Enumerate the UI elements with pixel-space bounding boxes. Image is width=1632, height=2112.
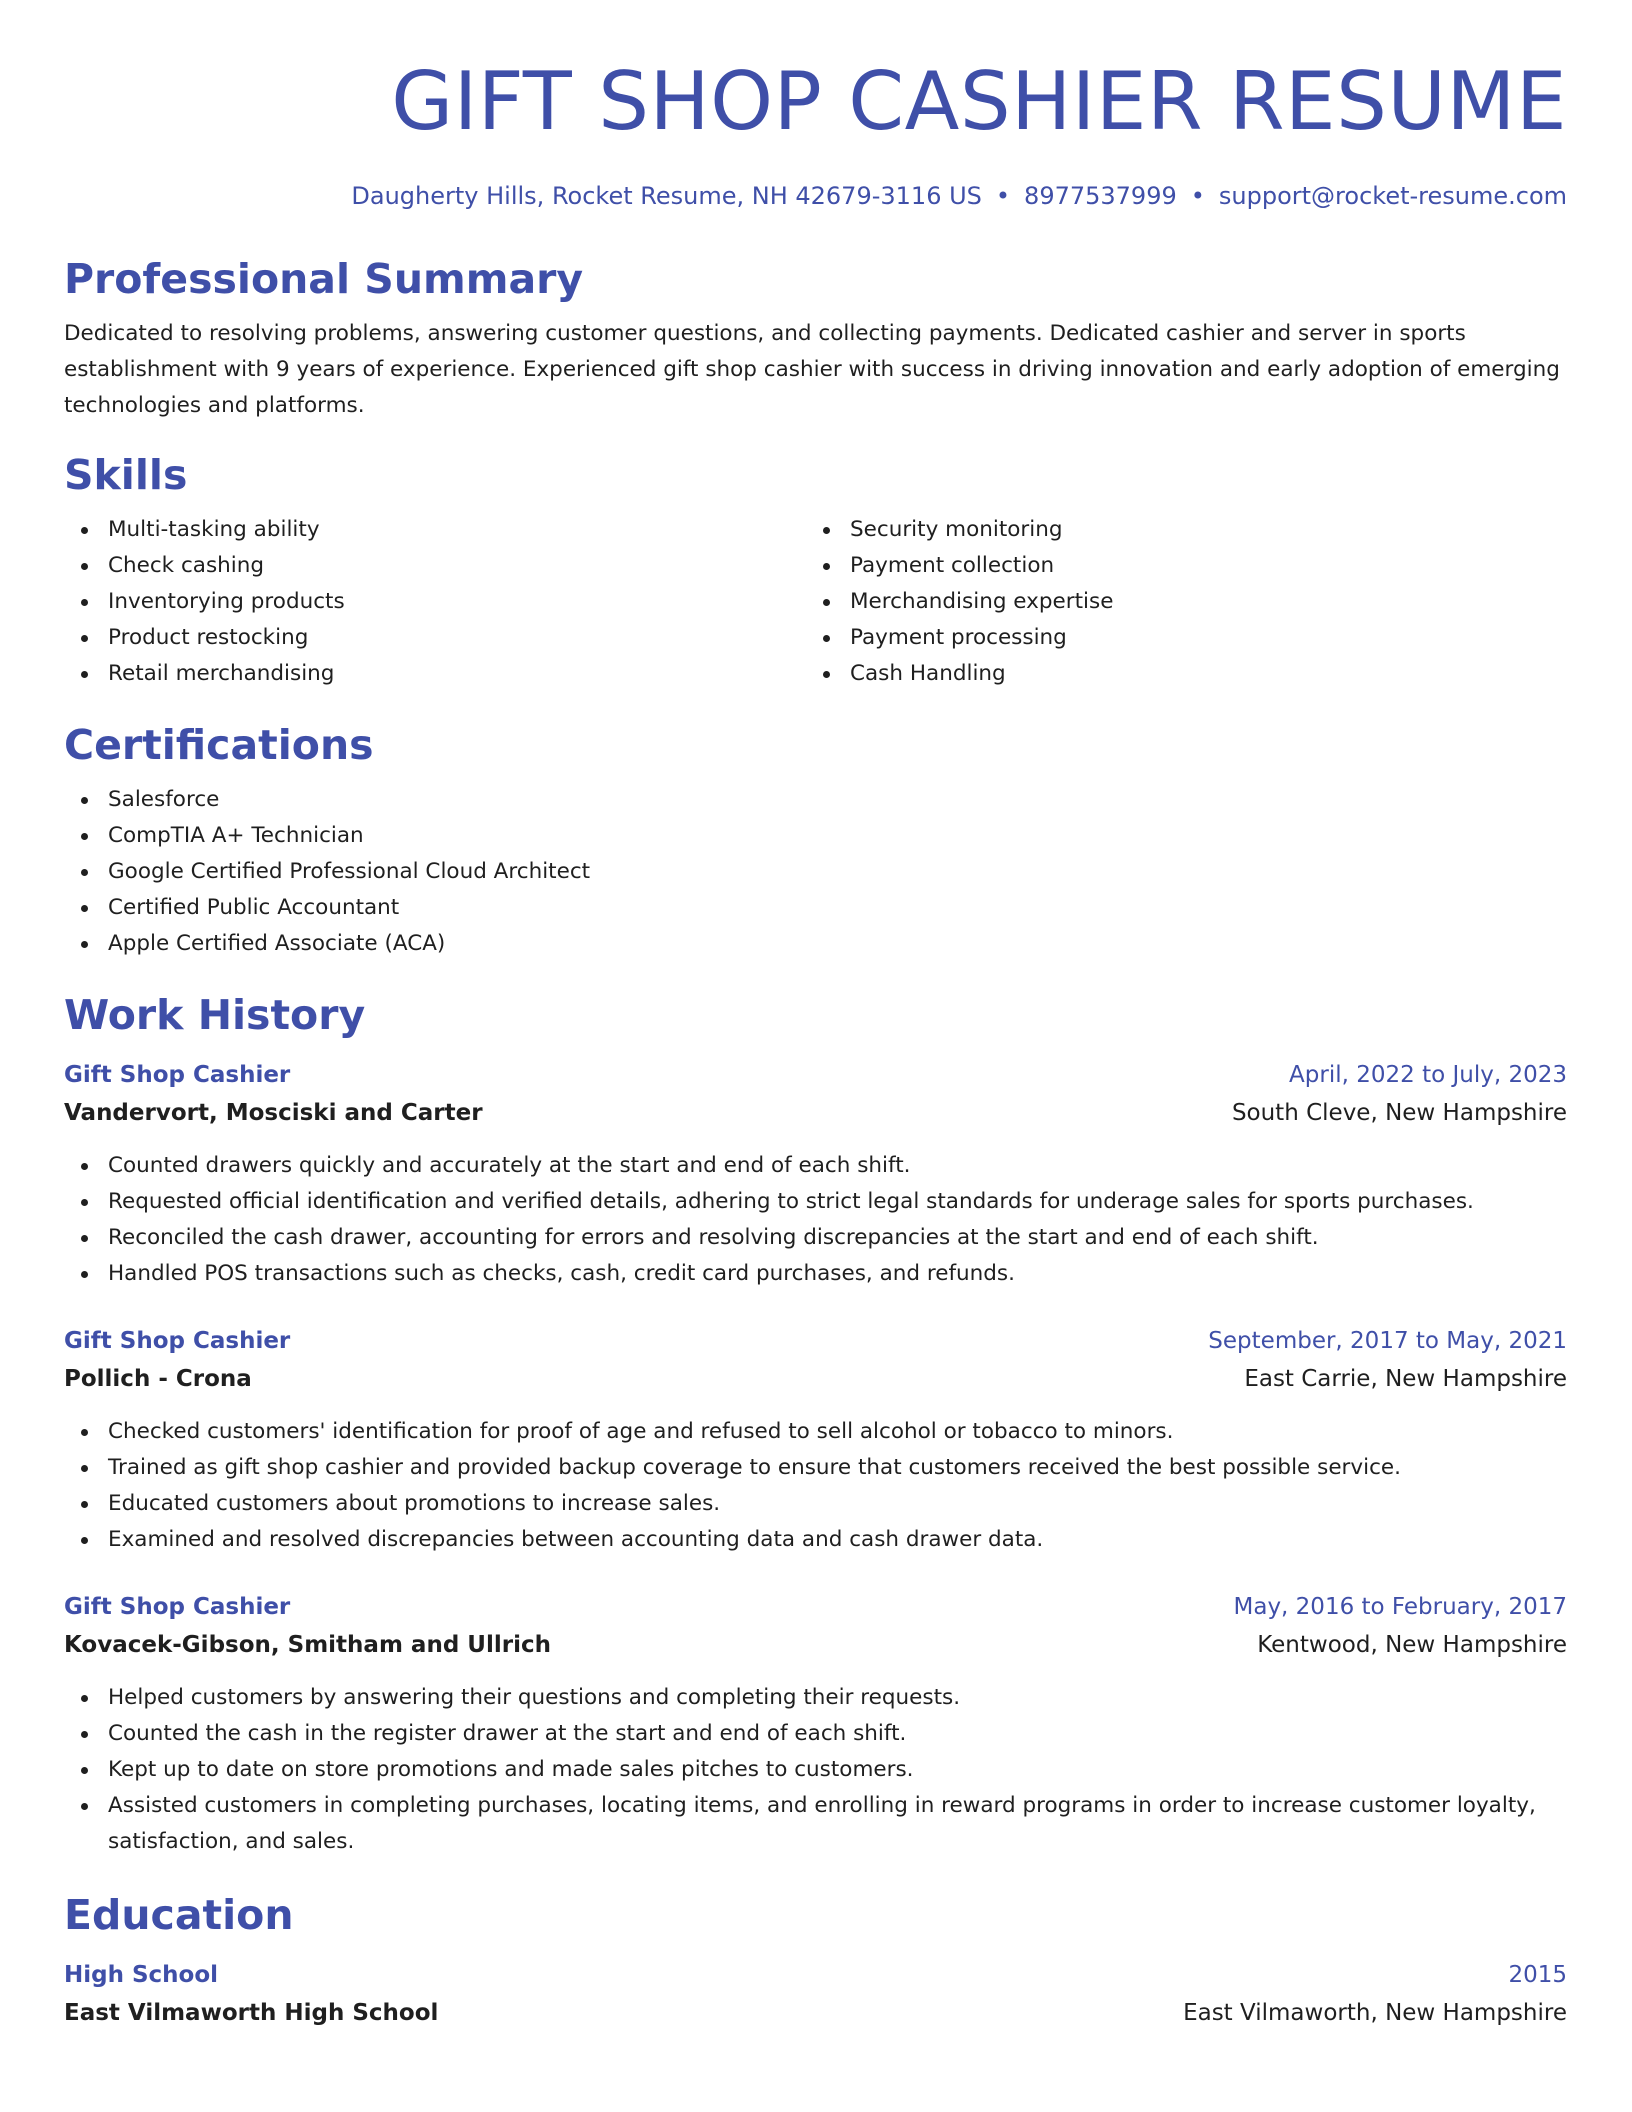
job-role: Gift Shop Cashier xyxy=(64,1594,291,1620)
contact-separator: • xyxy=(1190,182,1205,210)
job-bullet: Examined and resolved discrepancies between accounting data and cash drawer data. xyxy=(108,1522,1567,1558)
skill-item: Security monitoring xyxy=(850,512,1548,548)
job-bullets xyxy=(64,1414,1567,1558)
job-header-row xyxy=(64,1588,1567,1626)
job-dates: September, 2017 to May, 2021 xyxy=(1208,1328,1567,1354)
job-location: Kentwood, New Hampshire xyxy=(1257,1632,1567,1658)
skill-item: Payment processing xyxy=(850,620,1548,656)
job-company: Pollich - Crona xyxy=(64,1366,252,1392)
job-company: Vandervort, Mosciski and Carter xyxy=(64,1100,483,1126)
job-bullet: Assisted customers in completing purchases, locating items, and enrolling in reward programs in order to increase customer loyalty, satisfaction, and sales. xyxy=(108,1788,1567,1860)
certification-item: Certified Public Accountant xyxy=(108,890,1567,926)
job-location: South Cleve, New Hampshire xyxy=(1231,1100,1567,1126)
job-entry xyxy=(64,1322,1567,1558)
skill-item: Product restocking xyxy=(108,620,806,656)
job-bullets xyxy=(64,1148,1567,1292)
skill-item: Multi-tasking ability xyxy=(108,512,806,548)
skill-item: Payment collection xyxy=(850,548,1548,584)
education-year: 2015 xyxy=(1508,1962,1567,1988)
job-bullet: Handled POS transactions such as checks, cash, credit card purchases, and refunds. xyxy=(108,1256,1567,1292)
job-entry xyxy=(64,1056,1567,1292)
job-location: East Carrie, New Hampshire xyxy=(1244,1366,1567,1392)
skills-heading: Skills xyxy=(64,451,188,499)
work-history-heading: Work History xyxy=(64,991,366,1039)
job-company: Kovacek-Gibson, Smitham and Ullrich xyxy=(64,1632,551,1658)
contact-email[interactable]: support@rocket-resume.com xyxy=(1218,182,1567,210)
skill-item: Check cashing xyxy=(108,548,806,584)
job-company-row xyxy=(64,1360,1567,1398)
job-bullet: Requested official identification and verified details, adhering to strict legal standards for underage sales for sports purchases. xyxy=(108,1184,1567,1220)
education-entry xyxy=(64,1956,1567,2032)
education-school: East Vilmaworth High School xyxy=(64,2000,439,2026)
job-bullet: Reconciled the cash drawer, accounting for errors and resolving discrepancies at the start and end of each shift. xyxy=(108,1220,1567,1256)
skills-column-right xyxy=(806,512,1548,692)
certifications-list xyxy=(64,782,1567,962)
job-dates: April, 2022 to July, 2023 xyxy=(1289,1062,1567,1088)
job-header-row xyxy=(64,1056,1567,1094)
job-dates: May, 2016 to February, 2017 xyxy=(1233,1594,1567,1620)
education-school-row xyxy=(64,1994,1567,2032)
job-role: Gift Shop Cashier xyxy=(64,1328,291,1354)
summary-text: Dedicated to resolving problems, answering customer questions, and collecting payments. Dedicated cashier and server in sports establishment with 9 years of experience. Experienced gift shop cashier with success in driving innovation and early adoption of emerging technologies and platforms. xyxy=(64,321,1560,418)
certifications-heading: Certifications xyxy=(64,721,374,769)
job-entry xyxy=(64,1588,1567,1860)
job-company-row xyxy=(64,1094,1567,1132)
certification-item: Google Certified Professional Cloud Architect xyxy=(108,854,1567,890)
job-bullet: Checked customers' identification for proof of age and refused to sell alcohol or tobacco to minors. xyxy=(108,1414,1567,1450)
skills-columns xyxy=(64,512,1567,692)
education-location: East Vilmaworth, New Hampshire xyxy=(1183,2000,1567,2026)
job-role: Gift Shop Cashier xyxy=(64,1062,291,1088)
education-heading: Education xyxy=(64,1891,294,1939)
contact-line xyxy=(64,180,1567,212)
job-bullet: Counted the cash in the register drawer at the start and end of each shift. xyxy=(108,1716,1567,1752)
contact-phone: 8977537999 xyxy=(1024,182,1177,210)
skill-item: Inventorying products xyxy=(108,584,806,620)
job-company-row xyxy=(64,1626,1567,1664)
summary-heading: Professional Summary xyxy=(64,255,584,303)
job-bullet: Kept up to date on store promotions and made sales pitches to customers. xyxy=(108,1752,1567,1788)
education-degree: High School xyxy=(64,1962,219,1988)
education-header-row xyxy=(64,1956,1567,1994)
job-bullet: Trained as gift shop cashier and provided backup coverage to ensure that customers received the best possible service. xyxy=(108,1450,1567,1486)
job-bullet: Helped customers by answering their questions and completing their requests. xyxy=(108,1680,1567,1716)
certification-item: Apple Certified Associate (ACA) xyxy=(108,926,1567,962)
skill-item: Cash Handling xyxy=(850,656,1548,692)
job-bullet: Educated customers about promotions to increase sales. xyxy=(108,1486,1567,1522)
job-header-row xyxy=(64,1322,1567,1360)
certification-item: Salesforce xyxy=(108,782,1567,818)
certification-item: CompTIA A+ Technician xyxy=(108,818,1567,854)
skill-item: Merchandising expertise xyxy=(850,584,1548,620)
job-bullets xyxy=(64,1680,1567,1860)
contact-address: Daugherty Hills, Rocket Resume, NH 42679-3116 US xyxy=(351,182,982,210)
contact-separator: • xyxy=(995,182,1011,210)
skill-item: Retail merchandising xyxy=(108,656,806,692)
skills-column-left xyxy=(64,512,806,692)
resume-title: GIFT SHOP CASHIER RESUME xyxy=(391,55,1567,148)
resume-page xyxy=(64,0,1567,2032)
job-bullet: Counted drawers quickly and accurately at the start and end of each shift. xyxy=(108,1148,1567,1184)
